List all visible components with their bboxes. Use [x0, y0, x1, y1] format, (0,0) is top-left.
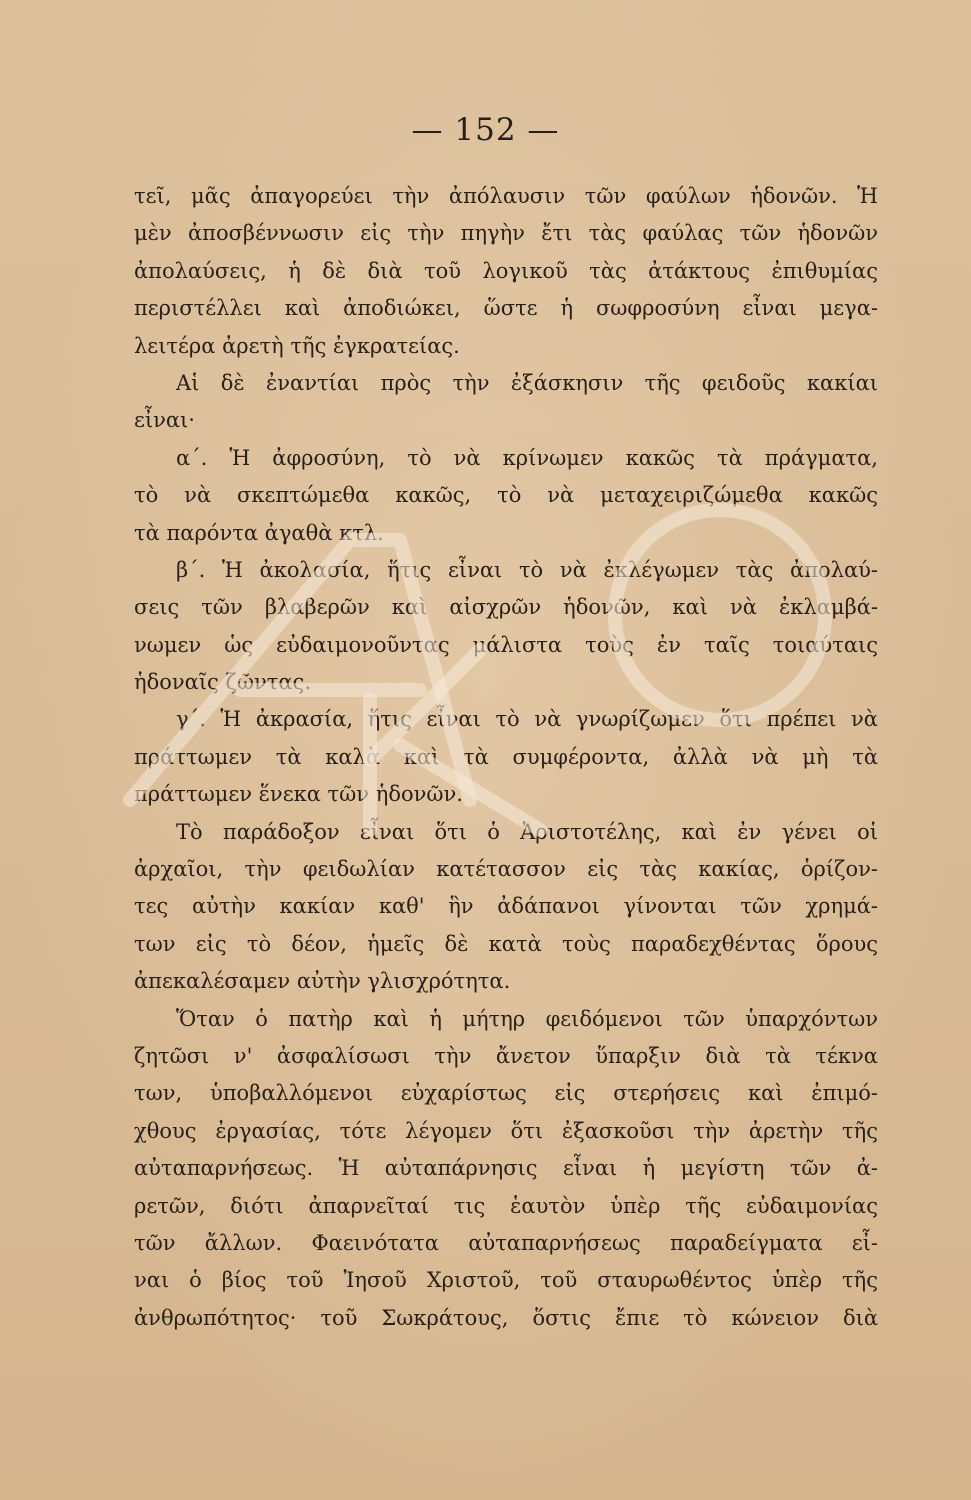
- text-line: ἡδοναῖς ζῶντας.: [134, 670, 311, 695]
- text-line: των, ὑποβαλλόμενοι εὐχαρίστως εἰς στερήσεις καὶ ἐπιμό-: [134, 1081, 878, 1106]
- text-line: χθους ἐργασίας, τότε λέγομεν ὅτι ἐξασκοῦσι τὴν ἀρετὴν τῆς: [134, 1118, 878, 1143]
- text-line: λειτέρα ἀρετὴ τῆς ἐγκρατείας.: [134, 333, 460, 358]
- text-line: Αἱ δὲ ἐναντίαι πρὸς τὴν ἐξάσκησιν τῆς φειδοῦς κακίαι: [176, 370, 878, 395]
- text-line: μὲν ἀποσβέννωσιν εἰς τὴν πηγὴν ἔτι τὰς φαύλας τῶν ἡδονῶν: [134, 221, 878, 246]
- text-line: τες αὐτὴν κακίαν καθ' ἣν ἀδάπανοι γίνονται τῶν χρημά-: [134, 894, 878, 919]
- text-line: ἀνθρωπότητος· τοῦ Σωκράτους, ὅστις ἔπιε τὸ κώνειον διὰ: [134, 1305, 878, 1330]
- text-line: β΄. Ἡ ἀκολασία, ἥτις εἶναι τὸ νὰ ἐκλέγωμεν τὰς ἀπολαύ-: [176, 557, 878, 582]
- text-line: ζητῶσι ν' ἀσφαλίσωσι τὴν ἄνετον ὕπαρξιν διὰ τὰ τέκνα: [134, 1043, 878, 1068]
- text-line: νωμεν ὡς εὐδαιμονοῦντας μάλιστα τοὺς ἐν ταῖς τοιαύταις: [134, 632, 878, 657]
- text-line: πράττωμεν τὰ καλὰ καὶ τὰ συμφέροντα, ἀλλὰ νὰ μὴ τὰ: [134, 744, 878, 769]
- text-line: ἀπεκαλέσαμεν αὐτὴν γλισχρότητα.: [134, 969, 511, 994]
- page-number: — 152 —: [411, 112, 560, 148]
- text-line: Ὅταν ὁ πατὴρ καὶ ἡ μήτηρ φειδόμενοι τῶν ὑπαρχόντων: [176, 1006, 878, 1031]
- text-line: σεις τῶν βλαβερῶν καὶ αἰσχρῶν ἡδονῶν, καὶ νὰ ἐκλαμβά-: [134, 595, 878, 620]
- text-line: ἀπολαύσεις, ἡ δὲ διὰ τοῦ λογικοῦ τὰς ἀτάκτους ἐπιθυμίας: [134, 258, 878, 283]
- text-line: αὐταπαρνήσεως. Ἡ αὐταπάρνησις εἶναι ἡ μεγίστη τῶν ἀ-: [134, 1156, 878, 1181]
- text-line: Τὸ παράδοξον εἶναι ὅτι ὁ Ἀριστοτέλης, καὶ ἐν γένει οἱ: [176, 819, 878, 844]
- text-line: ναι ὁ βίος τοῦ Ἰησοῦ Χριστοῦ, τοῦ σταυρωθέντος ὑπὲρ τῆς: [134, 1268, 878, 1293]
- text-line: εἶναι·: [134, 408, 195, 433]
- text-line: των εἰς τὸ δέον, ἡμεῖς δὲ κατὰ τοὺς παραδεχθέντας ὅρους: [134, 931, 878, 956]
- body-text: [134, 178, 878, 1337]
- text-line: τεῖ, μᾶς ἀπαγορεύει τὴν ἀπόλαυσιν τῶν φαύλων ἡδονῶν. Ἡ: [134, 184, 878, 208]
- text-line: περιστέλλει καὶ ἀποδιώκει, ὥστε ἡ σωφροσύνη εἶναι μεγα-: [134, 296, 878, 321]
- text-line: τὸ νὰ σκεπτώμεθα κακῶς, τὸ νὰ μεταχειριζώμεθα κακῶς: [134, 483, 878, 508]
- text-line: ρετῶν, διότι ἀπαρνεῖταί τις ἑαυτὸν ὑπὲρ τῆς εὐδαιμονίας: [134, 1193, 878, 1218]
- text-line: ἀρχαῖοι, τὴν φειδωλίαν κατέτασσον εἰς τὰς κακίας, ὁρίζον-: [134, 857, 878, 882]
- text-line: τῶν ἄλλων. Φαεινότατα αὐταπαρνήσεως παραδείγματα εἶ-: [134, 1230, 878, 1255]
- text-line: γ΄. Ἡ ἀκρασία, ἥτις εἶναι τὸ νὰ γνωρίζωμεν ὅτι πρέπει νὰ: [176, 707, 878, 732]
- text-line: πράττωμεν ἕνεκα τῶν ἡδονῶν.: [134, 782, 463, 807]
- text-line: α΄. Ἡ ἀφροσύνη, τὸ νὰ κρίνωμεν κακῶς τὰ πράγματα,: [176, 445, 878, 470]
- text-line: τὰ παρόντα ἀγαθὰ κτλ.: [134, 520, 384, 545]
